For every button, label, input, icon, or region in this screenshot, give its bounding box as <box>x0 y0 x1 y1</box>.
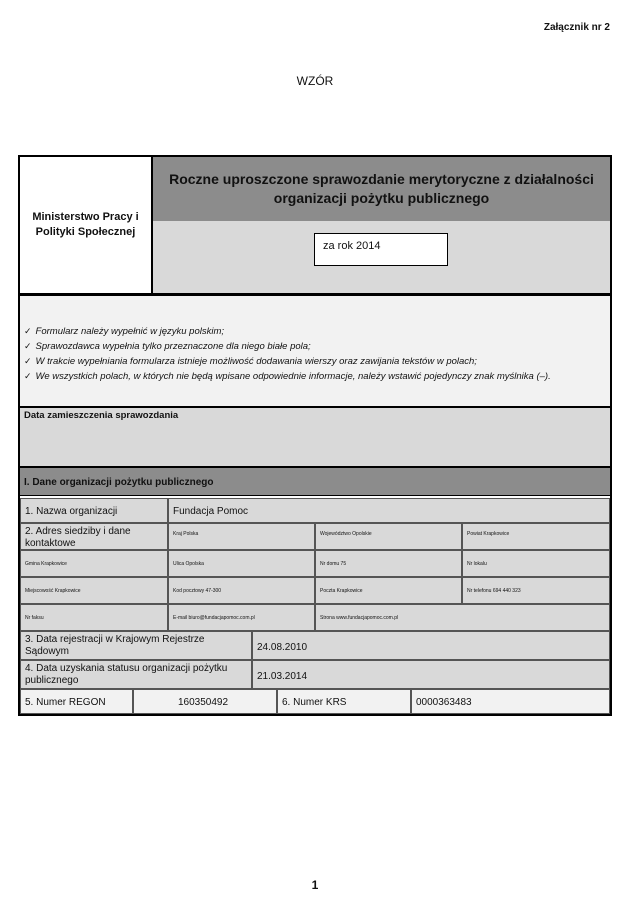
instruction-item <box>24 324 551 339</box>
krs-label-cell <box>277 689 411 714</box>
krs-field[interactable] <box>411 689 610 714</box>
instructions-box <box>18 294 612 408</box>
address-label-cell <box>20 523 168 550</box>
opp-status-label: 4. Data uzyskania statusu organizacji pożytku publicznego <box>25 663 228 686</box>
report-title-cell <box>153 157 610 221</box>
commune-field[interactable] <box>20 550 168 577</box>
checkmark-icon: ✓ <box>24 326 32 336</box>
title-block <box>18 155 612 295</box>
voivodeship-field[interactable] <box>315 523 462 550</box>
instruction-item <box>24 369 551 384</box>
opp-status-label-cell <box>20 660 252 689</box>
org-name-label: 1. Nazwa organizacji <box>25 506 118 517</box>
publication-date-box[interactable] <box>18 406 612 468</box>
checkmark-icon: ✓ <box>24 356 32 366</box>
regon-label-cell <box>20 689 133 714</box>
checkmark-icon: ✓ <box>24 371 32 381</box>
instruction-text: We wszystkich polach, w których nie będą wpisane odpowiednie informacje, należy wstawić pojedynczy znak myślnika (–). <box>35 371 551 382</box>
instruction-item <box>24 339 551 354</box>
section1-box <box>18 466 612 716</box>
regon-label: 5. Numer REGON <box>25 697 106 708</box>
org-name-field[interactable] <box>168 498 610 523</box>
city-value: Miejscowość Krapkowice <box>25 588 81 594</box>
year-cell <box>153 221 610 293</box>
section1-title: I. Dane organizacji pożytku publicznego <box>24 477 214 488</box>
apartment-number-field[interactable] <box>462 550 610 577</box>
year-label: za rok 2014 <box>323 240 381 252</box>
post-office-field[interactable] <box>315 577 462 604</box>
attachment-label: Załącznik nr 2 <box>543 22 610 33</box>
org-name-label-cell <box>20 498 168 523</box>
section1-header <box>20 468 610 496</box>
ministry-name: Ministerstwo Pracy i Polityki Społecznej <box>32 211 139 238</box>
country-value: Kraj Polska <box>173 531 199 537</box>
year-field[interactable] <box>314 233 448 266</box>
ministry-cell <box>20 157 153 293</box>
postal-code-value: Kod pocztowy 47-300 <box>173 588 222 594</box>
county-field[interactable] <box>462 523 610 550</box>
apartment-number-value: Nr lokalu <box>467 561 487 567</box>
regon-value: 160350492 <box>178 697 229 708</box>
country-field[interactable] <box>168 523 315 550</box>
website-field[interactable] <box>315 604 610 631</box>
krs-label: 6. Numer KRS <box>282 697 347 708</box>
website-value: Strona www.fundacjapomoc.com.pl <box>320 615 399 621</box>
phone-value: Nr telefonu 694 440 323 <box>467 588 521 594</box>
checkmark-icon: ✓ <box>24 341 32 351</box>
krs-registration-value: 24.08.2010 <box>257 642 308 653</box>
org-name-value: Fundacja Pomoc <box>173 506 249 517</box>
krs-value: 0000363483 <box>416 697 472 708</box>
fax-value: Nr faksu <box>25 615 44 621</box>
krs-registration-label-cell <box>20 631 252 660</box>
fax-field[interactable] <box>20 604 168 631</box>
krs-registration-field[interactable] <box>252 631 610 660</box>
street-value: Ulica Opolska <box>173 561 204 567</box>
phone-field[interactable] <box>462 577 610 604</box>
post-office-value: Poczta Krapkowice <box>320 588 363 594</box>
instruction-item <box>24 354 551 369</box>
commune-value: Gmina Krapkowice <box>25 561 67 567</box>
instruction-text: W trakcie wypełniania formularza istnieje możliwość dodawania wierszy oraz zawijania tekstów w polach; <box>35 356 477 367</box>
regon-field[interactable] <box>133 689 277 714</box>
instruction-text: Sprawozdawca wypełnia tylko przeznaczone dla niego białe pola; <box>35 341 311 352</box>
house-number-value: Nr domu 75 <box>320 561 347 567</box>
email-field[interactable] <box>168 604 315 631</box>
house-number-field[interactable] <box>315 550 462 577</box>
krs-registration-label: 3. Data rejestracji w Krajowym Rejestrze Sądowym <box>25 634 205 657</box>
street-field[interactable] <box>168 550 315 577</box>
postal-code-field[interactable] <box>168 577 315 604</box>
voivodeship-value: Województwo Opolskie <box>320 531 372 537</box>
instruction-text: Formularz należy wypełnić w języku polskim; <box>35 326 225 337</box>
county-value: Powiat Krapkowice <box>467 531 510 537</box>
instructions-list <box>24 324 551 384</box>
opp-status-field[interactable] <box>252 660 610 689</box>
template-label: WZÓR <box>296 74 334 88</box>
page-number: 1 <box>311 878 319 892</box>
email-value: E-mail biuro@fundacjapomoc.com.pl <box>173 615 255 621</box>
city-field[interactable] <box>20 577 168 604</box>
report-title: Roczne uproszczone sprawozdanie merytoryczne z działalności organizacji pożytku publicznego <box>169 171 594 206</box>
address-label: 2. Adres siedziby i dane kontaktowe <box>25 526 131 549</box>
publication-date-label: Data zamieszczenia sprawozdania <box>24 410 179 421</box>
opp-status-value: 21.03.2014 <box>257 671 308 682</box>
